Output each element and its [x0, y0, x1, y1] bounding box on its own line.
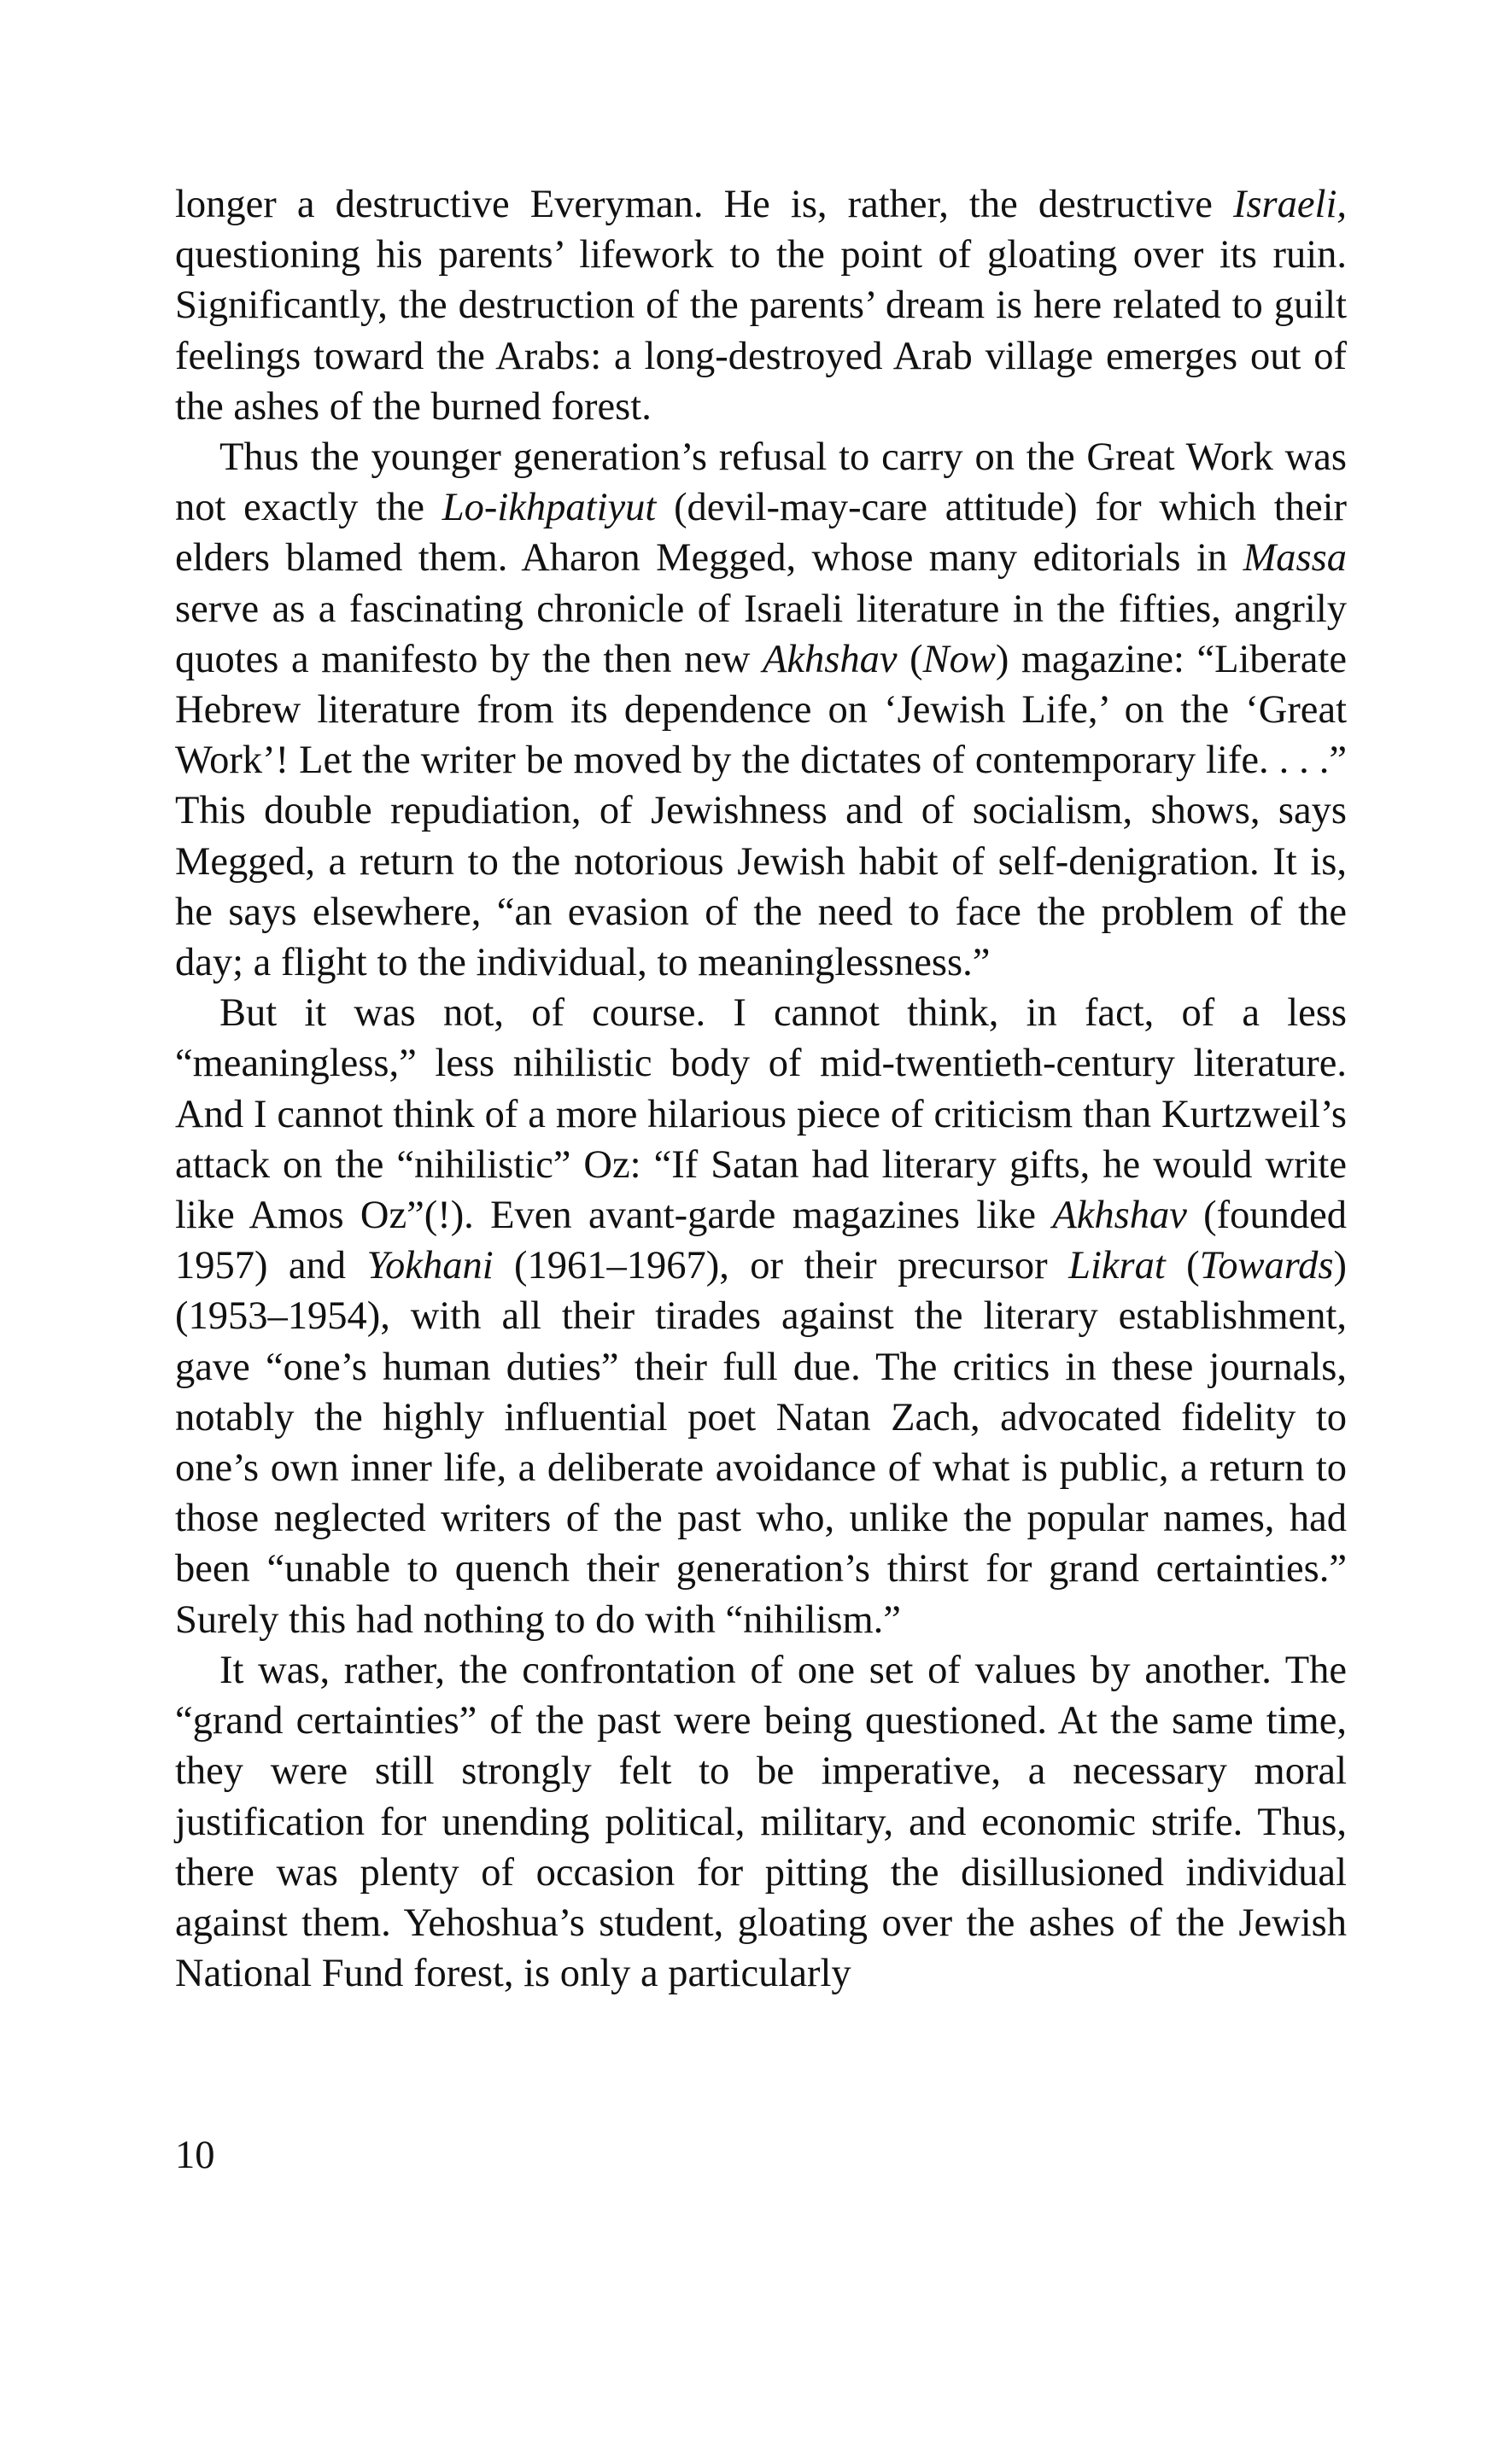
- text-run: But it was not, of course. I cannot think, in fact, of a less “meaningless,” less nihilistic body of mid-twentieth-century literature. And I cannot think of a more hilarious piece of criticism than Kurtzweil’s attack on the “nihilistic” Oz: “If Satan had literary gifts, he would write like Amos Oz”(!). Even avant-garde magazines like: [175, 991, 1347, 1238]
- text-run: questioning his parents’ lifework to the point of gloating over its ruin. Significantly, the destruction of the parents’ dream is here related to guilt feelings toward the Arabs: a long-destroyed Arab village emerges out of the ashes of the burned forest.: [175, 233, 1347, 429]
- italic-text-run: Likrat: [1068, 1244, 1166, 1288]
- page-number: 10: [175, 2134, 215, 2177]
- text-run: (1961–1967), or their precursor: [493, 1244, 1069, 1288]
- italic-text-run: Yokhani: [366, 1244, 494, 1288]
- text-run: serve as a fascinating chronicle of Israeli literature in the fifties, angrily quotes a manifesto by the then new: [175, 587, 1347, 681]
- text-run: (: [897, 637, 923, 681]
- paragraph: [175, 432, 1347, 988]
- italic-text-run: Massa: [1243, 536, 1347, 581]
- italic-text-run: Israeli,: [1232, 183, 1347, 226]
- text-run: longer a destructive Everyman. He is, rather, the destructive: [175, 183, 1233, 226]
- text-run: Thus the younger generation’s refusal to carry on the Great Work was not exactly the: [175, 435, 1347, 530]
- paragraph: [175, 988, 1347, 1645]
- italic-text-run: Towards: [1199, 1244, 1334, 1288]
- paragraph: [175, 1645, 1347, 1999]
- italic-text-run: Now: [922, 637, 996, 681]
- text-run: ) magazine: “Liberate Hebrew literature from its dependence on ‘Jewish Life,’ on the ‘Great Work’! Let the writer be moved by the dictates of contemporary life. . . .” This double repudiation, of Jewishness and of socialism, shows, says Megged, a return to the notorious Jewish habit of self-denigration. It is, he says elsewhere, “an evasion of the need to face the problem of the day; a flight to the individual, to meaninglessness.”: [175, 637, 1347, 985]
- text-run: (devil-may-care attitude) for which their elders blamed them. Aharon Megged, whose many editorials in: [175, 486, 1347, 581]
- text-run: It was, rather, the confrontation of one set of values by another. The “grand certainties” of the past were being questioned. At the same time, they were still strongly felt to be imperative, a necessary moral justification for unending political, military, and economic strife. Thus, there was plenty of occasion for pitting the disillusioned individual against them. Yehoshua’s student, gloating over the ashes of the Jewish National Fund forest, is only a particularly: [175, 1648, 1347, 1996]
- italic-text-run: Lo-ikhpatiyut: [442, 486, 657, 530]
- text-run: (founded 1957) and: [175, 1194, 1348, 1288]
- italic-text-run: Akhshav: [763, 637, 898, 681]
- page-body: [175, 179, 1347, 1999]
- text-run: ) (1953–1954), with all their tirades against the literary establishment, gave “one’s human duties” their full due. The critics in these journals, notably the highly influential poet Natan Zach, advocated fidelity to one’s own inner life, a deliberate avoidance of what is public, a return to those neglected writers of the past who, unlike the popular names, had been “unable to quench their generation’s thirst for grand certainties.” Surely this had nothing to do with “nihilism.”: [175, 1244, 1347, 1642]
- paragraph: [175, 179, 1347, 432]
- italic-text-run: Akhshav: [1052, 1194, 1187, 1238]
- text-run: (: [1165, 1244, 1200, 1288]
